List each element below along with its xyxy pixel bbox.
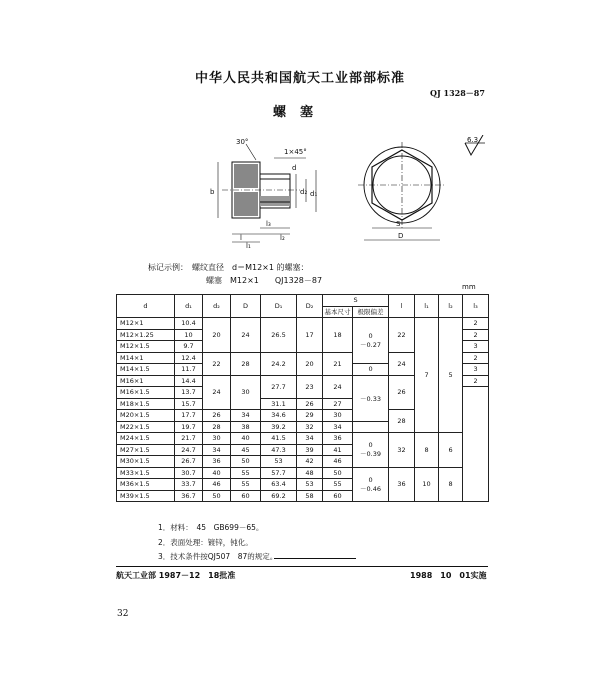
dim-D: D [398,232,404,240]
table-row: M33×1.5 30.7 40 55 57.7 48 50 0 －0.46 36 10 8 [117,467,489,479]
table-row: M14×1.5 11.7 0 3 [117,364,489,376]
col-S-tol: 极限偏差 [353,306,389,318]
col-D1: D₁ [261,295,297,318]
col-l: l [389,295,415,318]
table-row: M30×1.5 26.7 36 50 53 42 46 [117,456,489,468]
dim-s: S [396,220,401,228]
col-D2: D₂ [297,295,323,318]
table-row: M36×1.5 33.7 46 55 63.4 53 55 [117,479,489,491]
roughness-symbol [463,135,487,157]
note-3: 3．技术条件按QJ507 87的规定。 [158,552,278,561]
col-l3: l₃ [463,295,489,318]
table-row: M22×1.5 19.7 28 38 39.2 32 34 [117,421,489,433]
page-title: 螺塞 [272,105,327,120]
note-1: 1．材料： 45 GB699－65。 [158,523,264,532]
table-row: M16×1.5 13.7 [117,387,489,399]
chamfer-label: 1×45° [284,148,307,156]
effective-date: 1988 10 01实施 [410,571,487,580]
footer-divider [116,566,488,567]
col-S-base: 基本尺寸 [323,306,353,318]
dim-l: l [240,234,242,242]
angle-label: 30° [236,138,249,146]
marking-example-line2: 螺塞 M12×1 QJ1328－87 [206,276,323,285]
dim-d: d [292,164,297,172]
dim-b: b [210,188,215,196]
table-row: M18×1.5 15.7 31.1 26 27 [117,398,489,410]
table-row: M16×1 14.4 24 30 27.7 23 24 －0.33 26 2 [117,375,489,387]
standard-number: QJ 1328－87 [430,88,485,98]
dim-d1: d₁ [310,190,318,198]
col-d1: d₁ [175,295,203,318]
table-row: M12×1 10.4 20 24 26.5 17 18 0 －0.27 22 7 5 2 [117,318,489,330]
note-2: 2．表面处理：镀锌，钝化。 [158,538,253,547]
approval-date: 航天工业部 1987－12 18批准 [116,571,236,580]
col-l1: l₁ [415,295,439,318]
col-S: S [323,295,389,307]
table-row: M20×1.5 17.7 26 34 34.6 29 30 28 [117,410,489,422]
col-l2: l₂ [439,295,463,318]
standard-organization: 中华人民共和国航天工业部部标准 [194,71,405,86]
table-row: M14×1 12.4 22 28 24.2 20 21 24 2 [117,352,489,364]
page-number: 32 [117,609,129,619]
dim-l3: l₃ [266,220,271,228]
table-row: M24×1.5 21.7 30 40 41.5 34 36 0 －0.39 32 8 6 [117,433,489,445]
dim-d2: d₂ [300,188,308,196]
table-row: M12×1.25 10 2 [117,329,489,341]
dimension-table [116,294,489,502]
plug-drawing [196,130,466,248]
dim-l2: l₂ [280,234,285,242]
table-row: M39×1.5 36.7 50 60 69.2 58 60 [117,490,489,502]
roughness-value: 6.3 [467,136,479,144]
col-d: d [117,295,175,318]
table-row: M27×1.5 24.7 34 45 47.3 39 41 [117,444,489,456]
unit-label: mm [462,283,476,291]
dim-l1: l₁ [246,242,251,248]
col-d2: d₂ [203,295,231,318]
table-row: M12×1.5 9.7 3 [117,341,489,353]
divider [274,558,356,559]
marking-example-line1: 标记示例： 螺纹直径 d＝M12×1 的螺塞： [148,263,309,272]
col-D: D [231,295,261,318]
